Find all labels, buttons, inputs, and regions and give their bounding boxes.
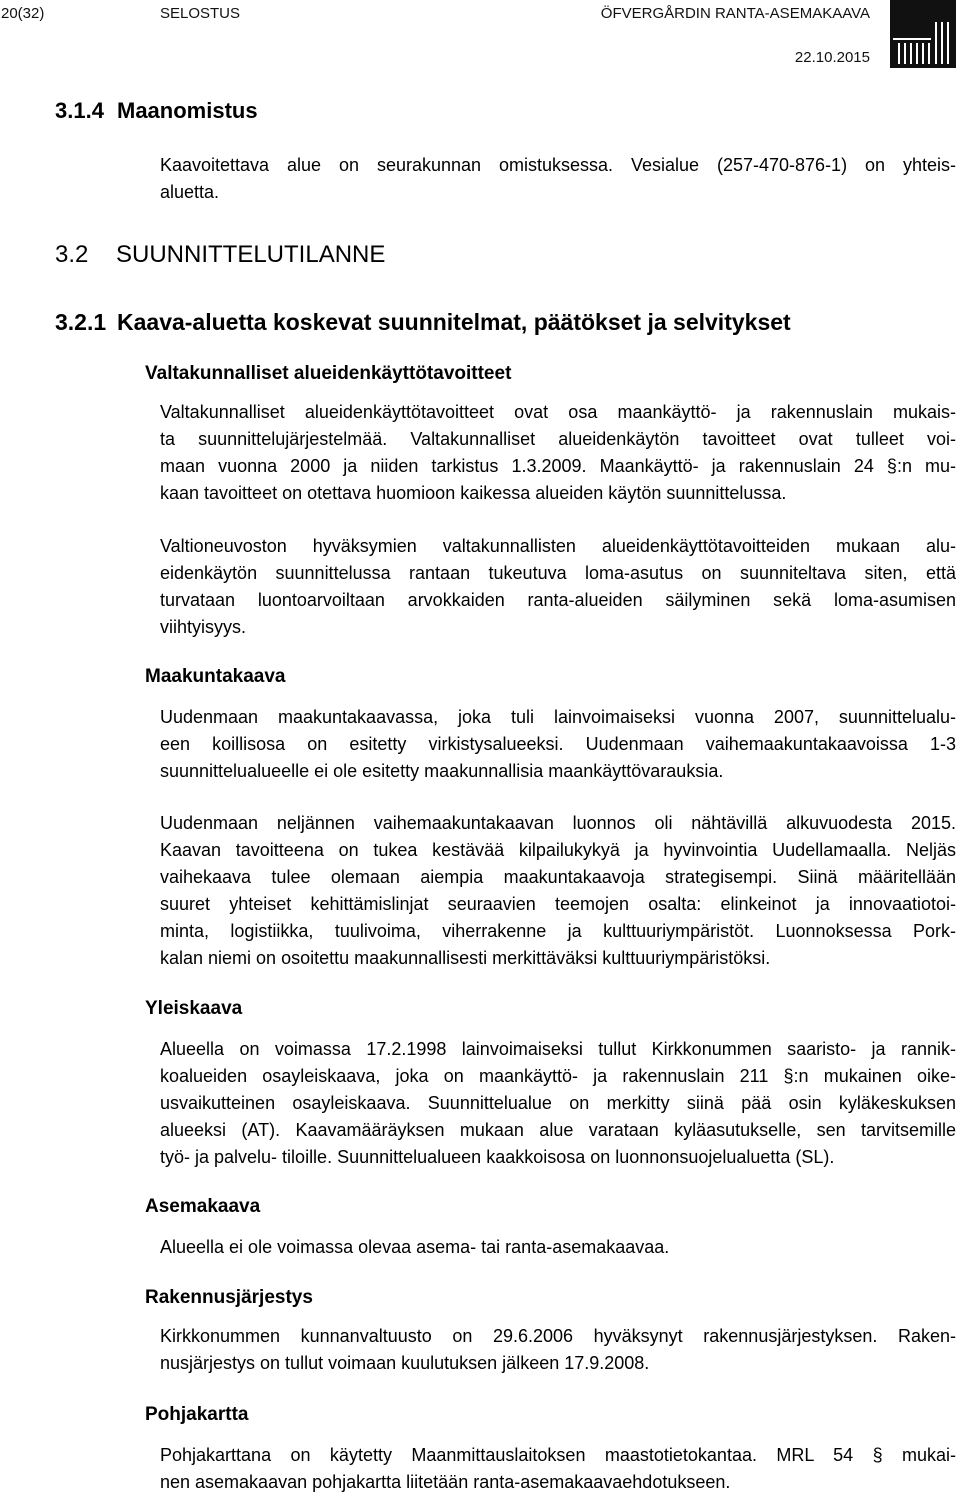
text-line: maan vuonna 2000 ja niiden tarkistus 1.3.2009. Maankäyttö- ja rakennuslain 24 §:n mu- [160,456,956,476]
page-number: 20(32) [1,5,45,22]
document-type: SELOSTUS [160,5,241,22]
text-line: kaan tavoitteet on otettava huomioon kaikessa alueiden käytön suunnittelussa. [160,483,787,503]
text-line: työ- ja palvelu- tiloille. Suunnittelualueen kaakkoisosa on luonnonsuojelualuetta (SL). [160,1147,835,1167]
text-line: Alueella on voimassa 17.2.1998 lainvoimaiseksi tullut Kirkkonummen saaristo- ja rannik- [160,1039,956,1059]
text-line: ta suunnittelujärjestelmää. Valtakunnalliset alueidenkäytön tavoitteet ovat tulleet voi- [160,429,956,449]
text-line: eidenkäytön suunnittelussa rantaan tukeutuva loma-asutus on suunniteltava siten, että [160,563,956,583]
text-line: viihtyisyys. [160,617,247,637]
logo-icon [890,0,956,68]
text-line: een koillisosa on esitetty virkistysalueeksi. Uudenmaan vaihemaakuntakaavoissa 1-3 [160,734,956,754]
text-line: Uudenmaan maakuntakaavassa, joka tuli lainvoimaiseksi vuonna 2007, suunnittelualu- [160,707,956,727]
text-line: Kaavan tavoitteena on tukea kestävää kilpailukykyä ja hyvinvointia Uudellamaalla. Neljäs [160,840,956,860]
text-line: minta, logistiikka, tuulivoima, viherrakenne ja kulttuuriympäristöt. Luonnoksessa Pork- [160,921,956,941]
chapter-title: SUUNNITTELUTILANNE [116,241,386,268]
text-line: Kirkkonummen kunnanvaltuusto on 29.6.2006 hyväksynyt rakennusjärjestyksen. Raken- [160,1326,956,1346]
text-line: vaihekaava tulee olemaan aiempia maakuntakaavoja strategisempi. Siinä määritellään [160,867,956,887]
chapter-number: 3.2 [55,241,89,268]
text-line: Pohjakarttana on käytetty Maanmittauslaitoksen maastotietokantaa. MRL 54 § mukai- [160,1445,956,1465]
section-number: 3.2.1 [55,309,107,335]
subsection-heading: Pohjakartta [145,1404,249,1425]
paragraph [160,1235,956,1259]
subsection-heading: Rakennusjärjestys [145,1287,313,1308]
text-line: Kaavoitettava alue on seurakunnan omistuksessa. Vesialue (257-470-876-1) on yhteis- [160,155,956,175]
text-line: aluetta. [160,182,220,202]
paragraph-land-ownership [160,153,956,204]
paragraph [160,534,956,639]
section-number: 3.1.4 [55,98,104,123]
document-date: 22.10.2015 [794,49,870,66]
text-line: turvataan luontoarvoiltaan arvokkaiden ranta-alueiden säilyminen sekä loma-asumisen [160,590,956,610]
text-line: Uudenmaan neljännen vaihemaakuntakaavan luonnos oli nähtävillä alkuvuodesta 2015. [160,813,956,833]
text-line: Alueella ei ole voimassa olevaa asema- tai ranta-asemakaavaa. [160,1237,670,1257]
subsection-heading: Valtakunnalliset alueidenkäyttötavoitteet [145,363,512,384]
text-line: nen asemakaavan pohjakartta liitetään ranta-asemakaavaehdotukseen. [160,1472,731,1492]
plan-name: ÖFVERGÅRDIN RANTA-ASEMAKAAVA [600,5,870,22]
paragraph [160,400,956,505]
subsection-heading: Maakuntakaava [145,666,286,687]
text-line: suuret yhteiset kehittämislinjat seuraavien teemojen osalta: elinkeinot ja innovaatiotoi- [160,894,956,914]
paragraph [160,705,956,783]
paragraph [160,811,956,970]
subsection-heading: Yleiskaava [145,998,243,1019]
paragraph [160,1443,956,1494]
text-line: usvaikutteinen osayleiskaava. Suunnittelualue on merkitty siinä pää osin kyläkeskuksen [160,1093,956,1113]
text-line: suunnittelualueelle ei ole esitetty maakunnallisia maankäyttövarauksia. [160,761,724,781]
subsection-heading: Asemakaava [145,1196,261,1217]
text-line: koalueiden osayleiskaava, joka on maankäyttö- ja rakennuslain 211 §:n mukainen oike- [160,1066,956,1086]
text-line: kalan niemi on osoitettu maakunnallisesti merkittäväksi kulttuuriympäristöksi. [160,948,771,968]
paragraph [160,1324,956,1375]
text-line: Valtakunnalliset alueidenkäyttötavoitteet ovat osa maankäyttö- ja rakennuslain mukais- [160,402,956,422]
paragraph [160,1037,956,1169]
section-title: Kaava-aluetta koskevat suunnitelmat, päätökset ja selvitykset [117,309,791,335]
text-line: Valtioneuvoston hyväksymien valtakunnallisten alueidenkäyttötavoitteiden mukaan alu- [160,536,956,556]
text-line: nusjärjestys on tullut voimaan kuulutuksen jälkeen 17.9.2008. [160,1353,650,1373]
section-title: Maanomistus [117,98,258,123]
text-line: alueeksi (AT). Kaavamääräyksen mukaan alue varataan kyläasutukselle, sen tarvitsemille [160,1120,956,1140]
